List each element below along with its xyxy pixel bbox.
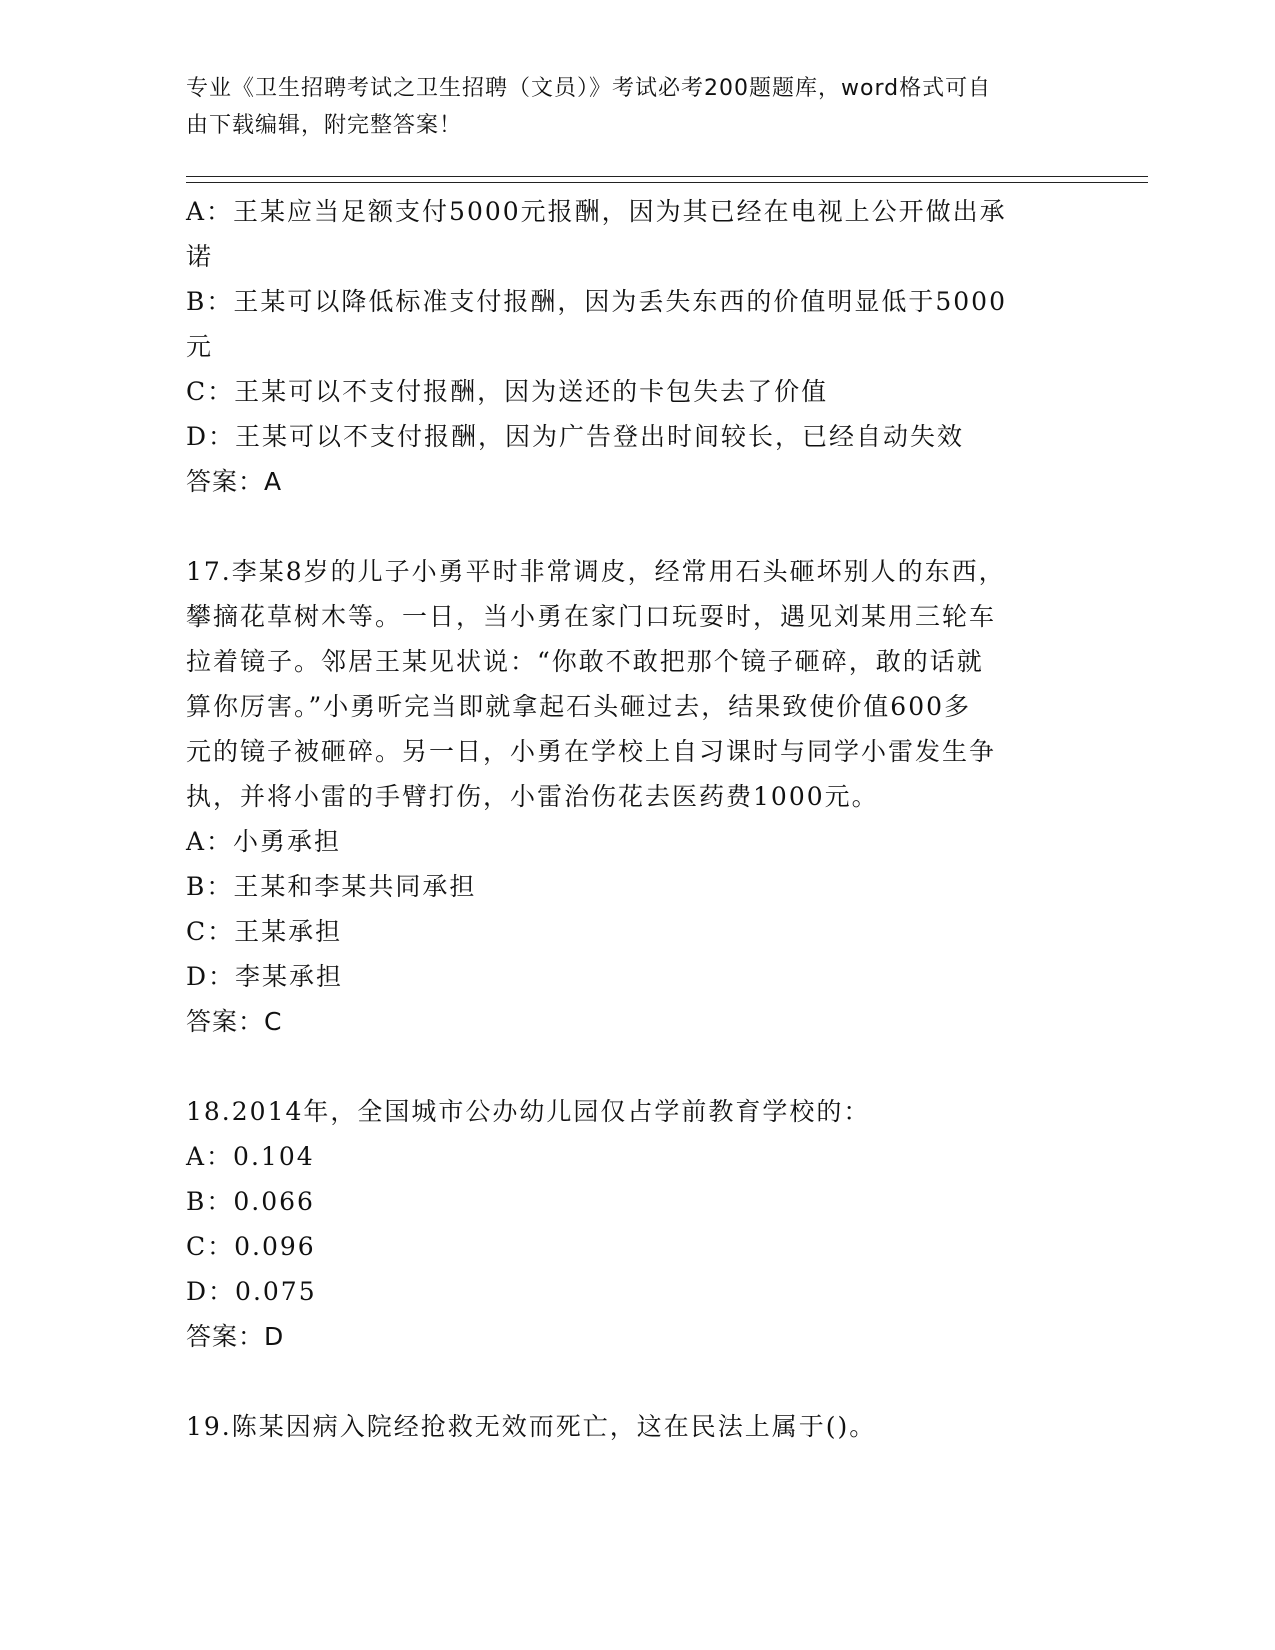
q18-option-c: C：0.096 [186,1232,316,1261]
spacer [186,1044,1066,1089]
q17-stem-line-2: 攀摘花草树木等。一日，当小勇在家门口玩耍时，遇见刘某用三轮车 [186,602,997,631]
q16-answer: 答案：A [186,467,283,496]
document-header [186,70,1066,144]
question-content [186,189,1066,1449]
q16-option-a-line-2: 诺 [186,242,214,271]
q17-stem-line-5: 元的镜子被砸碎。另一日，小勇在学校上自习课时与同学小雷发生争 [186,737,997,766]
q17-option-b: B：王某和李某共同承担 [186,872,477,901]
q18-answer: 答案：D [186,1322,285,1351]
q17-option-d: D：李某承担 [186,962,344,991]
question-18-block [186,1089,1066,1359]
q16-option-a-line-1: A：王某应当足额支付5000元报酬，因为其已经在电视上公开做出承 [186,197,1007,226]
spacer [186,504,1066,549]
q17-answer: 答案：C [186,1007,283,1036]
q19-stem: 19.陈某因病入院经抢救无效而死亡，这在民法上属于()。 [186,1412,877,1441]
question-19-block [186,1404,1066,1449]
header-divider-top [186,176,1148,177]
spacer [186,1359,1066,1404]
q17-option-c: C：王某承担 [186,917,343,946]
q17-stem-line-3: 拉着镜子。邻居王某见状说：“你敢不敢把那个镜子砸碎，敢的话就 [186,647,984,676]
q18-stem: 18.2014年，全国城市公办幼儿园仅占学前教育学校的： [186,1097,871,1126]
header-line-1: 专业《卫生招聘考试之卫生招聘（文员）》考试必考200题题库，word格式可自 [186,76,992,101]
q18-option-a: A：0.104 [186,1142,315,1171]
q17-stem-line-1: 17.李某8岁的儿子小勇平时非常调皮，经常用石头砸坏别人的东西， [186,557,1006,586]
q16-option-d: D：王某可以不支付报酬，因为广告登出时间较长，已经自动失效 [186,422,965,451]
q16-option-c: C：王某可以不支付报酬，因为送还的卡包失去了价值 [186,377,829,406]
q16-option-b-line-1: B：王某可以降低标准支付报酬，因为丢失东西的价值明显低于5000 [186,287,1007,316]
q17-stem-line-4: 算你厉害。”小勇听完当即就拿起石头砸过去，结果致使价值600多 [186,692,972,721]
q18-option-b: B：0.066 [186,1187,315,1216]
q18-option-d: D：0.075 [186,1277,317,1306]
q17-stem-line-6: 执，并将小雷的手臂打伤，小雷治伤花去医药费1000元。 [186,782,879,811]
header-divider-bottom [186,182,1148,183]
q17-option-a: A：小勇承担 [186,827,342,856]
question-16-block [186,189,1066,504]
q16-option-b-line-2: 元 [186,332,214,361]
header-line-2: 由下载编辑，附完整答案！ [186,113,463,138]
question-17-block [186,549,1066,1044]
